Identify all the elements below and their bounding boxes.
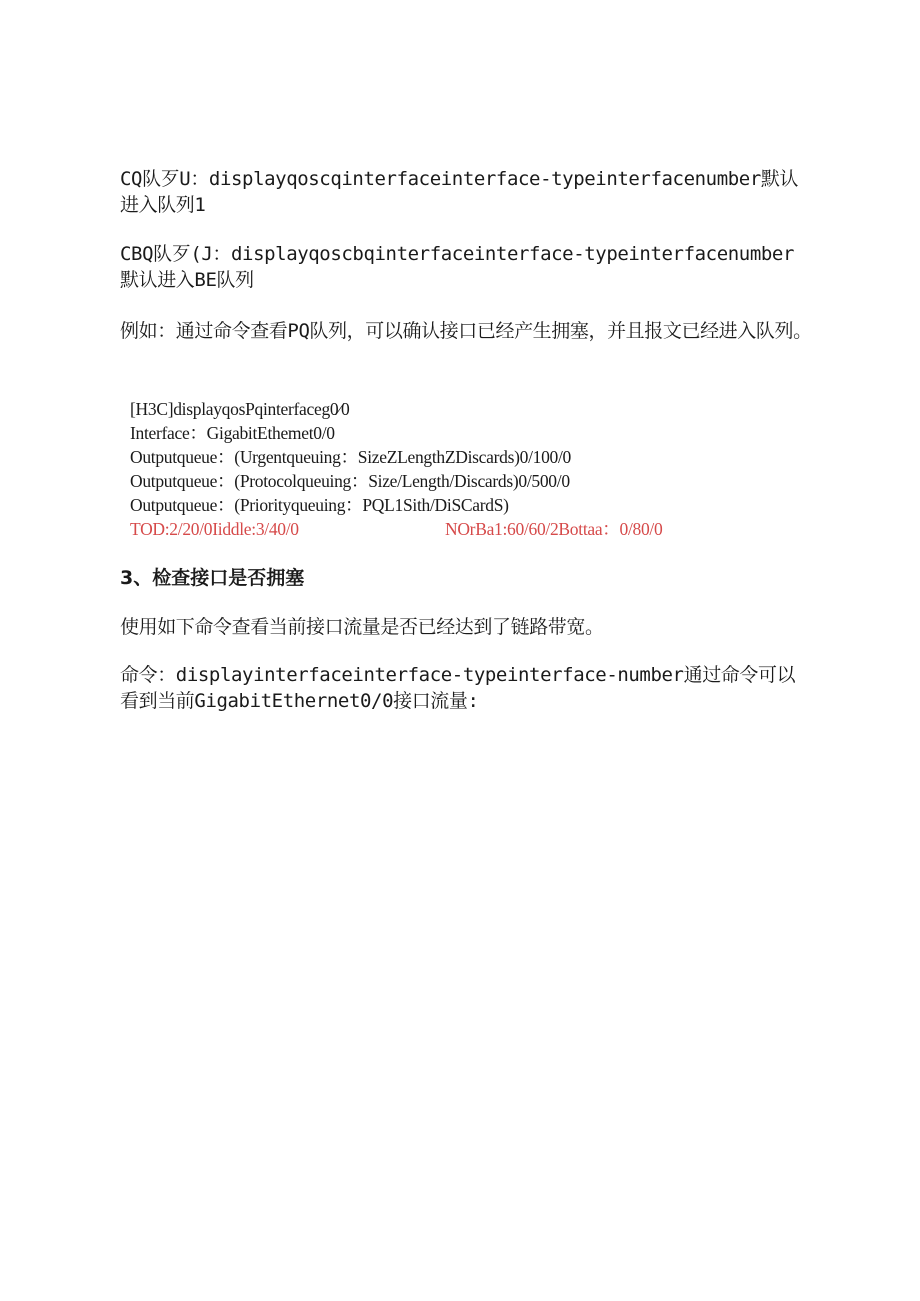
- intro-paragraph: 使用如下命令查看当前接口流量是否已经达到了链路带宽。: [120, 616, 604, 638]
- command-output-block: [130, 397, 810, 541]
- example-paragraph: 例如：通过命令查看PQ队列，可以确认接口已经产生拥塞，并且报文已经进入队列。: [120, 320, 812, 342]
- top-middle-stats: TOD:2/20/0Iiddle:3/40/0: [130, 519, 299, 539]
- code-line-interface: Interface：GigabitEthemet0/0: [130, 423, 335, 443]
- code-line-command: [H3C]displayqosPqinterfaceg0⁄0: [130, 399, 350, 419]
- code-line-priority-queue: Outputqueue：(Priorityqueuing：PQL1Sith/DiSCardS): [130, 495, 509, 515]
- code-line-urgent-queue: Outputqueue：(Urgentqueuing：SizeZLengthZDiscards)0/100/0: [130, 447, 571, 467]
- cbq-queue-paragraph: CBQ队歹(J：displayqoscbqinterfaceinterface-typeinterfacenumber默认进入BE队列: [120, 243, 794, 291]
- code-line-protocol-queue: Outputqueue：(Protocolqueuing：Size/Length/Discards)0/500/0: [130, 471, 570, 491]
- cq-queue-paragraph: CQ队歹U：displayqoscqinterfaceinterface-typeinterfacenumber默认进入队列1: [120, 168, 799, 216]
- section-heading: 3、检查接口是否拥塞: [120, 567, 305, 589]
- normal-bottom-stats: NOrBa1:60/60/2Bottaa：0/80/0: [445, 519, 663, 539]
- command-paragraph: 命令：displayinterfaceinterface-typeinterface-number通过命令可以看到当前GigabitEthernet0/0接口流量:: [120, 664, 796, 712]
- code-line-queue-stats: [130, 517, 810, 541]
